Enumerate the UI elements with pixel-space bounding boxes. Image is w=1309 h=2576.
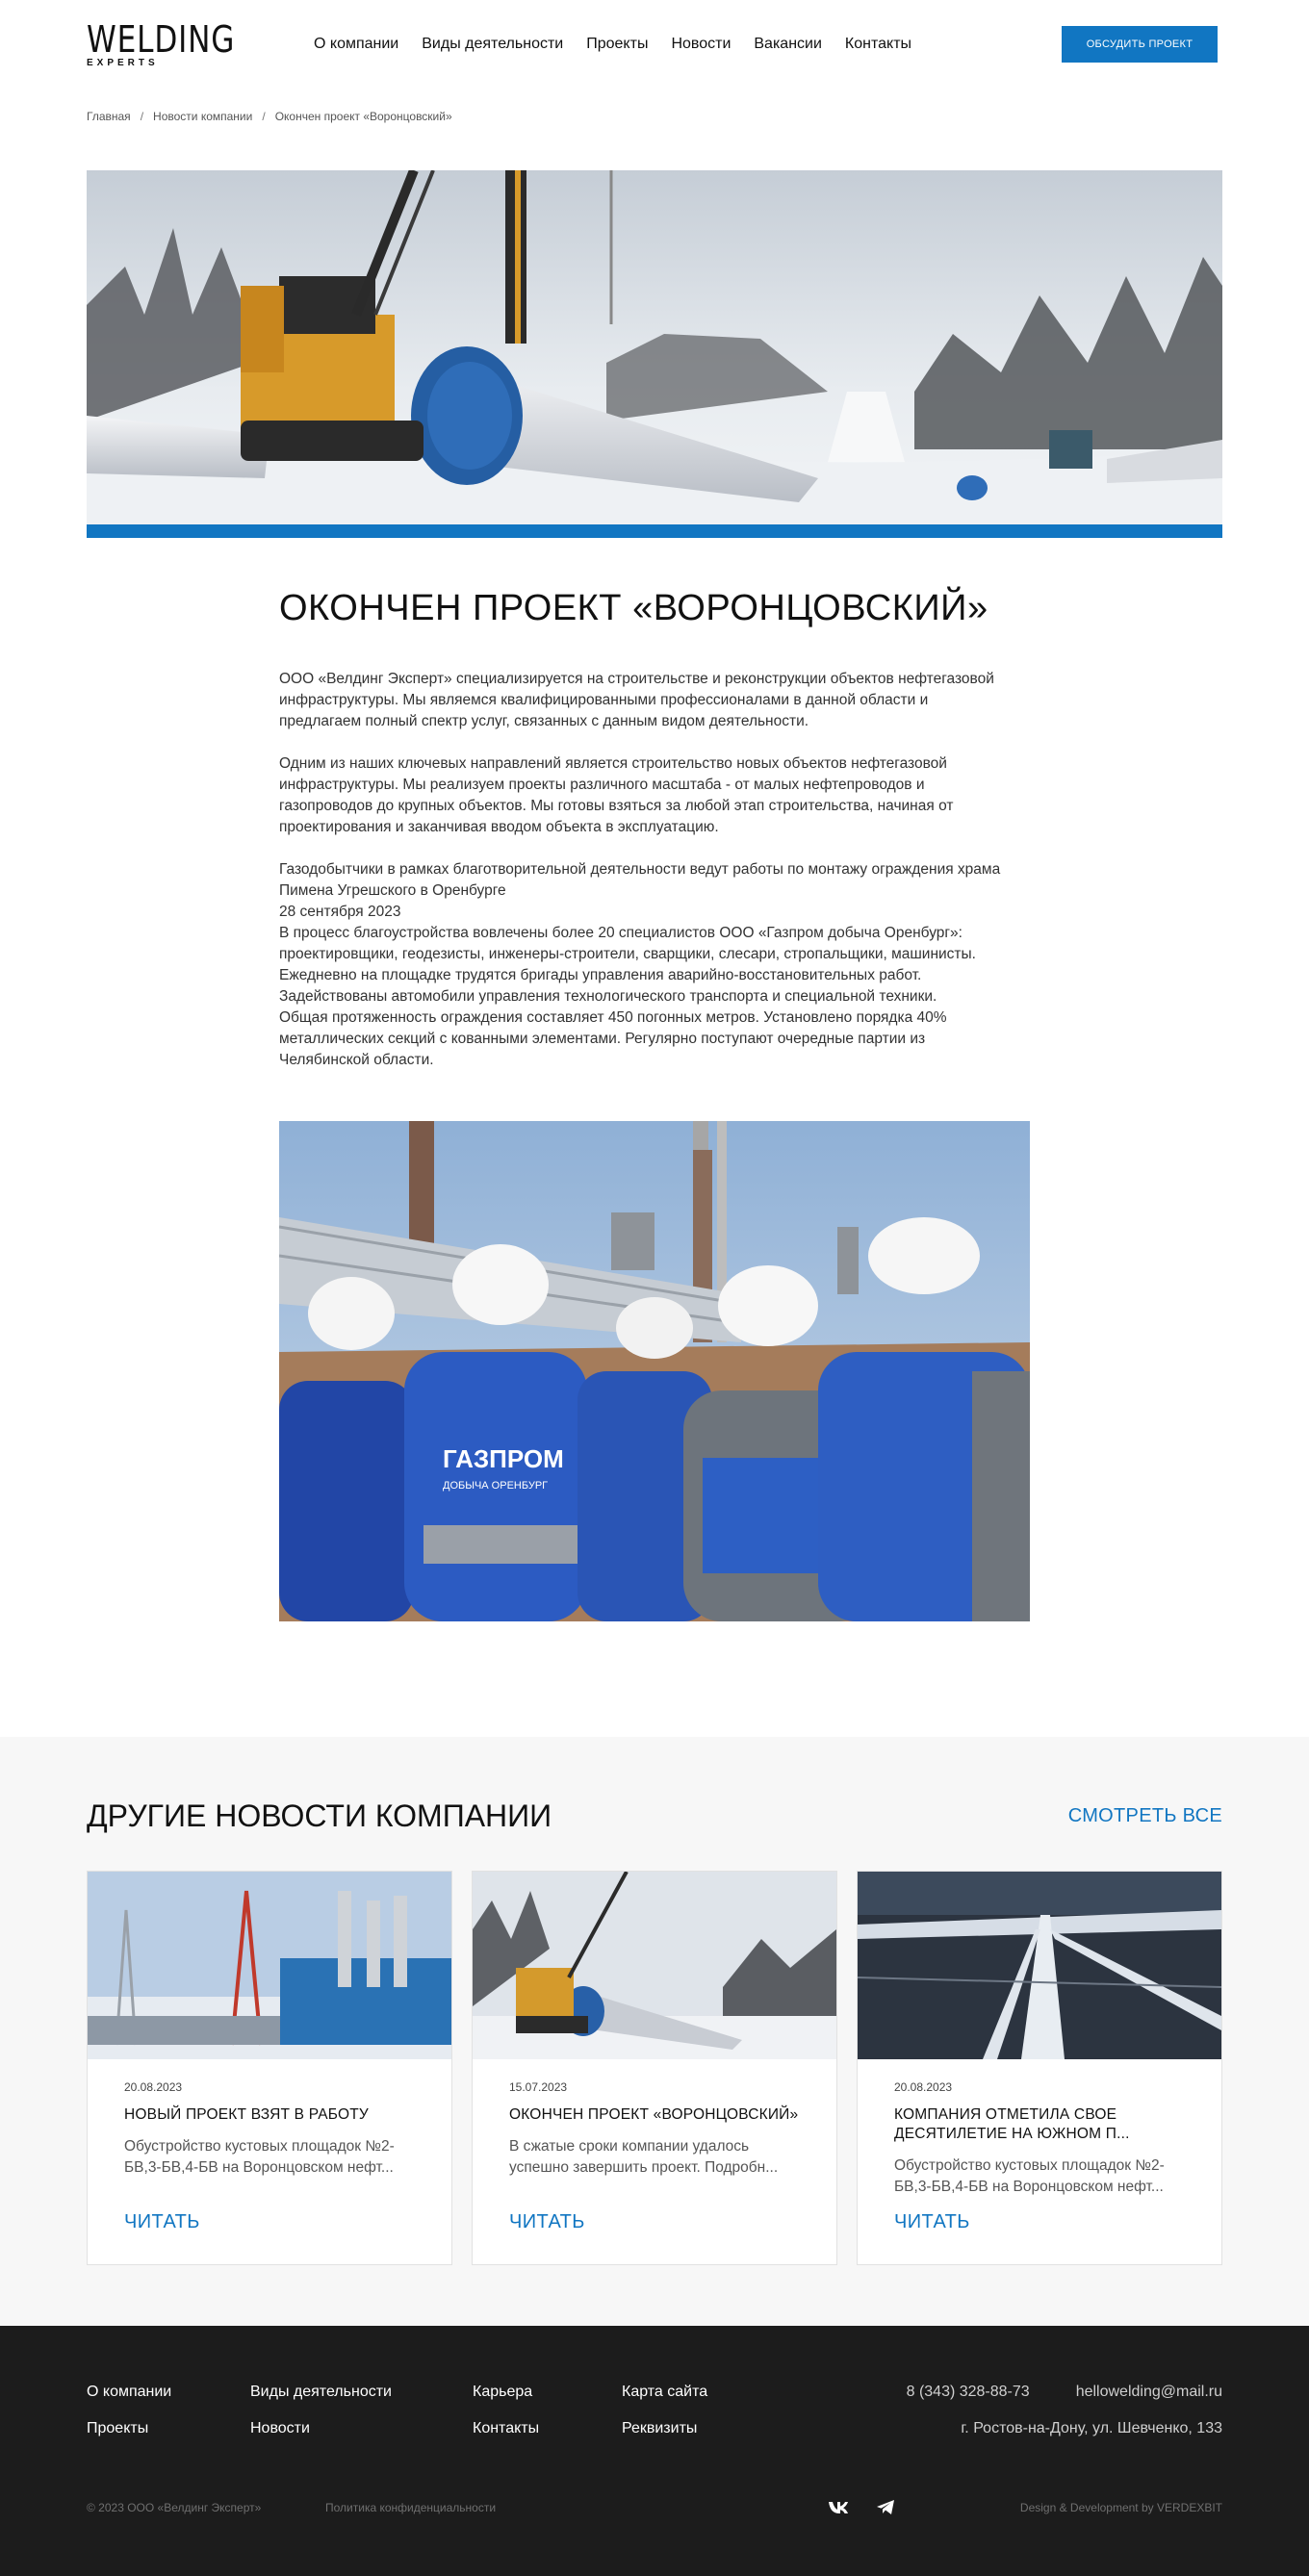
footer-column <box>250 2384 473 2437</box>
nav-item-services[interactable]: Виды деятельности <box>422 36 564 52</box>
article-title: ОКОНЧЕН ПРОЕКТ «ВОРОНЦОВСКИЙ» <box>279 588 988 628</box>
breadcrumb-current: Окончен проект «Воронцовский» <box>274 110 452 123</box>
footer-link-services[interactable]: Виды деятельности <box>250 2383 392 2400</box>
read-more-link[interactable]: ЧИТАТЬ <box>894 2210 970 2232</box>
footer-column <box>87 2384 250 2437</box>
social-links <box>828 2499 895 2515</box>
footer-link-projects[interactable]: Проекты <box>87 2419 149 2436</box>
text-line: проектирования и заканчивая вводом объекта в эксплуатацию. <box>279 818 719 835</box>
news-card-title: НОВЫЙ ПРОЕКТ ВЗЯТ В РАБОТУ <box>124 2105 369 2123</box>
hero-accent-bar <box>87 524 1222 538</box>
title-line: КОМПАНИЯ ОТМЕТИЛА СВОЕ <box>894 2105 1117 2123</box>
nav-item-projects[interactable]: Проекты <box>586 36 649 52</box>
site-header <box>0 0 1309 89</box>
footer-link-requisites[interactable]: Реквизиты <box>622 2419 698 2436</box>
telegram-icon[interactable] <box>876 2499 895 2515</box>
text-line: БВ,3-БВ,4-БВ на Воронцовском нефт... <box>894 2178 1164 2195</box>
breadcrumb <box>0 89 1309 137</box>
pipeline-thumb <box>473 1872 836 2059</box>
logo[interactable] <box>87 17 236 68</box>
gas-plant-thumb <box>88 1872 451 2059</box>
nav-item-vacancies[interactable]: Вакансии <box>754 36 822 52</box>
other-news-title: ДРУГИЕ НОВОСТИ КОМПАНИИ <box>87 1798 552 1833</box>
article-date: 28 сентября 2023 <box>279 903 401 920</box>
text-line: Челябинской области. <box>279 1051 434 1068</box>
text-line: Общая протяженность ограждения составляет 450 погонных метров. Установлено порядка 40% <box>279 1008 947 1026</box>
footer-phone[interactable]: 8 (343) 328-88-73 <box>906 2383 1030 2400</box>
news-card-image <box>858 1872 1221 2059</box>
news-card[interactable] <box>857 1871 1222 2265</box>
article-photo <box>279 1121 1030 1621</box>
footer-address: г. Ростов-на-Дону, ул. Шевченко, 133 <box>961 2419 1222 2436</box>
news-cards <box>87 1871 1222 2265</box>
text-line: Одним из наших ключевых направлений является строительство новых объектов нефтегазовой <box>279 754 947 772</box>
text-line: Задействованы автомобили управления технологического транспорта и специальной техники. <box>279 987 937 1005</box>
discuss-project-button[interactable]: ОБСУДИТЬ ПРОЕКТ <box>1062 26 1218 63</box>
text-line: В процесс благоустройства вовлечены более 20 специалистов ООО «Газпром добыча Оренбург»: <box>279 924 962 941</box>
read-more-link[interactable]: ЧИТАТЬ <box>124 2210 200 2232</box>
read-more-link[interactable]: ЧИТАТЬ <box>509 2210 585 2232</box>
text-line: ООО «Велдинг Эксперт» специализируется на строительстве и реконструкции объектов нефтегазовой <box>279 670 994 687</box>
article-paragraph <box>279 753 1030 838</box>
aerial-road-thumb <box>858 1872 1221 2059</box>
nav-item-about[interactable]: О компании <box>314 36 399 52</box>
footer-link-about[interactable]: О компании <box>87 2383 172 2400</box>
title-line: ДЕСЯТИЛЕТИЕ НА ЮЖНОМ П... <box>894 2125 1130 2142</box>
footer-link-contacts[interactable]: Контакты <box>473 2419 540 2436</box>
text-line: предлагаем полный спектр услуг, связанных с данным видом деятельности. <box>279 712 809 729</box>
workers-illustration <box>279 1121 1030 1621</box>
hero-image <box>87 170 1222 538</box>
news-card-excerpt <box>894 2155 1185 2198</box>
breadcrumb-home[interactable]: Главная <box>87 110 131 123</box>
other-news-section <box>0 1737 1309 2326</box>
footer-bottom <box>87 2501 1222 2514</box>
news-card-title <box>894 2105 1185 2144</box>
news-card-date: 20.08.2023 <box>124 2079 183 2094</box>
footer-link-news[interactable]: Новости <box>250 2419 310 2436</box>
pipeline-winter-illustration <box>87 170 1222 538</box>
logo-subtitle: EXPERTS <box>87 57 159 68</box>
article-paragraph <box>279 859 1030 1071</box>
text-line: успешно завершить проект. Подробн... <box>509 2158 779 2176</box>
text-line: Газодобытчики в рамках благотворительной деятельности ведут работы по монтажу ограждения храма <box>279 860 1001 878</box>
news-card-image <box>88 1872 451 2059</box>
news-card-title: ОКОНЧЕН ПРОЕКТ «ВОРОНЦОВСКИЙ» <box>509 2105 799 2123</box>
text-line: проектировщики, геодезисты, инженеры-строители, сварщики, слесари, стропальщики, машинисты. <box>279 945 976 962</box>
text-line: Обустройство кустовых площадок №2- <box>894 2156 1165 2174</box>
text-line: металлических секций с кованными элементами. Регулярно поступают очередные партии из <box>279 1030 926 1047</box>
text-line: В сжатые сроки компании удалось <box>509 2137 750 2155</box>
breadcrumb-separator: / <box>262 110 266 123</box>
see-all-link[interactable]: СМОТРЕТЬ ВСЕ <box>1067 1804 1222 1826</box>
copyright: © 2023 ООО «Велдинг Эксперт» <box>87 2500 262 2514</box>
text-line: БВ,3-БВ,4-БВ на Воронцовском нефт... <box>124 2158 394 2176</box>
text-line: Пимена Угрешского в Оренбурге <box>279 881 506 899</box>
news-card-excerpt <box>509 2136 800 2179</box>
vk-icon[interactable] <box>828 2501 849 2514</box>
news-card-excerpt <box>124 2136 415 2179</box>
gazprom-logo-subtext: ДОБЫЧА ОРЕНБУРГ <box>443 1479 549 1492</box>
site-footer <box>0 2326 1309 2576</box>
footer-email[interactable]: hellowelding@mail.ru <box>1075 2383 1222 2400</box>
text-line: Ежедневно на площадке трудятся бригады управления аварийно-восстановительных работ. <box>279 966 922 983</box>
nav-item-contacts[interactable]: Контакты <box>844 36 912 52</box>
gazprom-logo-text: ГАЗПРОМ <box>443 1443 564 1473</box>
news-card-date: 15.07.2023 <box>509 2079 568 2094</box>
footer-link-career[interactable]: Карьера <box>473 2383 533 2400</box>
text-line: инфраструктуры. Мы являемся квалифицированными профессионалами в данной области и <box>279 691 929 708</box>
other-news-header <box>87 1798 1222 1834</box>
news-card[interactable] <box>472 1871 837 2265</box>
breadcrumb-news[interactable]: Новости компании <box>153 110 253 123</box>
news-card[interactable] <box>87 1871 452 2265</box>
news-card-image <box>473 1872 836 2059</box>
article <box>279 588 1030 1621</box>
logo-wordmark: WELDING <box>87 17 236 61</box>
footer-column <box>622 2384 776 2437</box>
news-card-date: 20.08.2023 <box>894 2079 953 2094</box>
text-line: инфраструктуры. Мы реализуем проекты различного масштаба - от малых нефтепроводов и <box>279 776 925 793</box>
nav-item-news[interactable]: Новости <box>671 36 732 52</box>
text-line: Обустройство кустовых площадок №2- <box>124 2137 395 2155</box>
developer-credit[interactable]: Design & Development by VERDEXBIT <box>1019 2500 1222 2514</box>
privacy-policy-link[interactable]: Политика конфиденциальности <box>325 2500 497 2514</box>
footer-link-sitemap[interactable]: Карта сайта <box>622 2383 708 2400</box>
breadcrumb-separator: / <box>140 110 144 123</box>
footer-contacts <box>907 2384 1222 2437</box>
footer-column <box>473 2384 622 2437</box>
text-line: газопроводов до крупных объектов. Мы готовы взяться за любой этап строительства, начиная от <box>279 797 954 814</box>
article-paragraph <box>279 669 1030 732</box>
main-nav <box>314 36 911 53</box>
